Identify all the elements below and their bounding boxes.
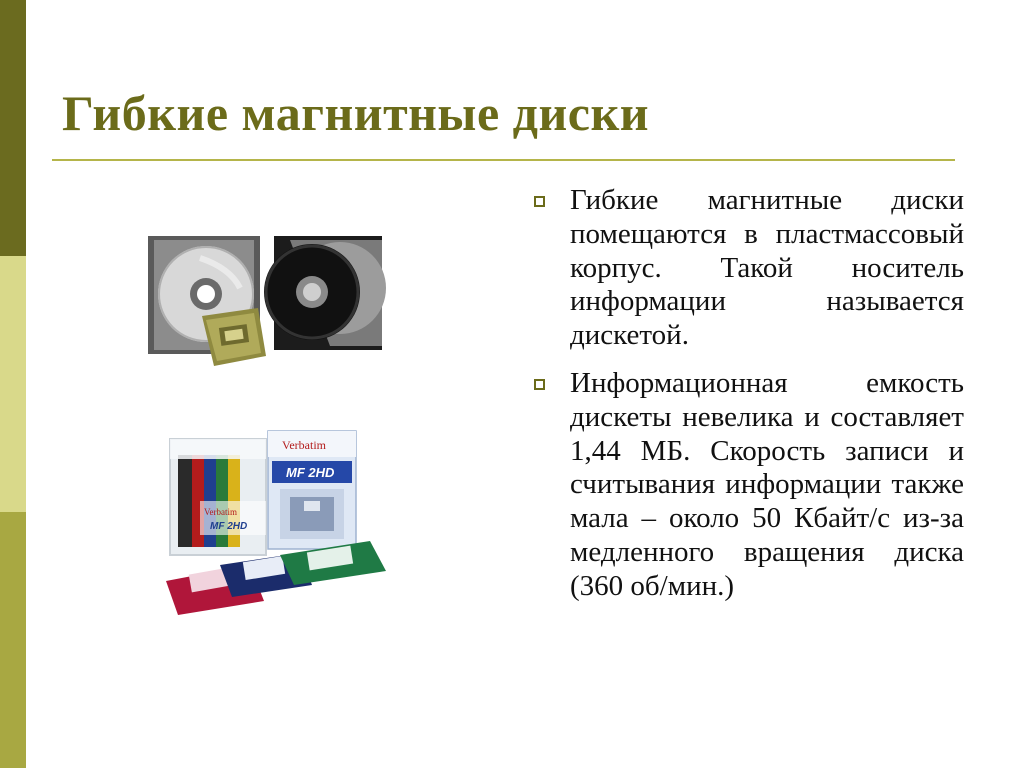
case-brand-label: Verbatim bbox=[204, 507, 237, 517]
bullet-text: Гибкие магнитные диски помещаются в пластмассовый корпус. Такой носитель информации называется дискетой. bbox=[570, 184, 964, 352]
case-format-label: MF 2HD bbox=[210, 521, 248, 532]
square-bullet-icon bbox=[534, 379, 545, 390]
sidebar-segment-light bbox=[0, 256, 26, 512]
sidebar-segment-dark bbox=[0, 0, 26, 256]
transparent-case bbox=[170, 439, 266, 555]
open-floppy-right bbox=[264, 236, 386, 350]
box-brand-label: Verbatim bbox=[282, 438, 326, 452]
bullet-item bbox=[534, 184, 964, 353]
title-divider bbox=[52, 159, 955, 161]
square-bullet-icon bbox=[534, 196, 545, 207]
box-format-label: MF 2HD bbox=[286, 465, 335, 480]
floppy-box-image bbox=[160, 425, 400, 615]
bullet-text: Информационная емкость дискеты невелика и составляет 1,44 МБ. Скорость записи и считывания информации также мала – около 50 Кбайт/с из-за медленного вращения диска (360 об/мин.) bbox=[570, 366, 964, 602]
bullet-item bbox=[534, 367, 964, 604]
floppy-box bbox=[268, 431, 356, 549]
bullet-list bbox=[534, 184, 964, 618]
metal-shutter bbox=[202, 308, 266, 366]
sidebar-segment-mid bbox=[0, 512, 26, 768]
slide-title: Гибкие магнитные диски bbox=[62, 85, 650, 141]
open-floppy-disks-image bbox=[140, 228, 390, 378]
sidebar-decoration bbox=[0, 0, 26, 768]
